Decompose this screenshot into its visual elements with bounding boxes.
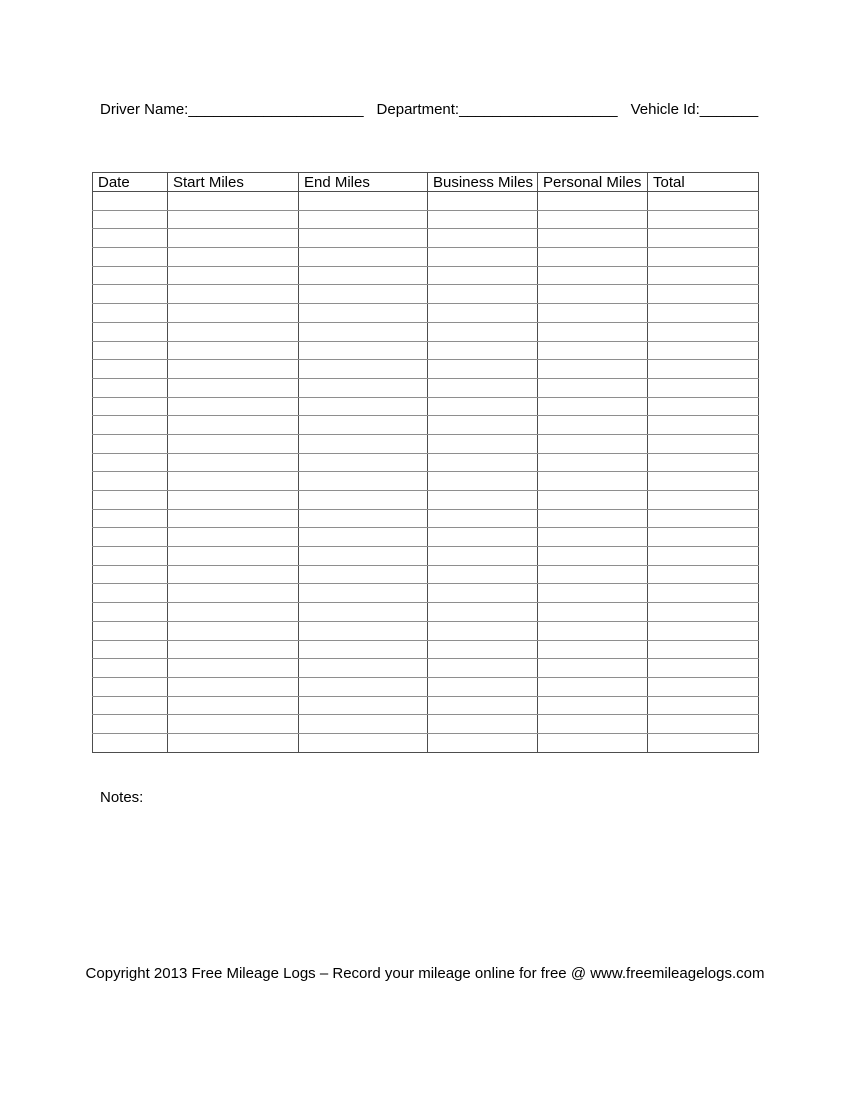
empty-cell: [299, 360, 428, 379]
table-row: [93, 733, 759, 752]
empty-cell: [299, 397, 428, 416]
empty-cell: [93, 210, 168, 229]
empty-cell: [168, 434, 299, 453]
empty-cell: [538, 547, 648, 566]
empty-cell: [538, 378, 648, 397]
empty-cell: [538, 322, 648, 341]
empty-cell: [168, 229, 299, 248]
empty-cell: [648, 640, 759, 659]
table-row: [93, 491, 759, 510]
empty-cell: [168, 696, 299, 715]
empty-cell: [93, 509, 168, 528]
empty-cell: [428, 659, 538, 678]
empty-cell: [648, 453, 759, 472]
empty-cell: [93, 640, 168, 659]
table-row: [93, 584, 759, 603]
empty-cell: [93, 472, 168, 491]
empty-cell: [168, 378, 299, 397]
empty-cell: [428, 416, 538, 435]
table-row: [93, 640, 759, 659]
empty-cell: [428, 621, 538, 640]
empty-cell: [168, 584, 299, 603]
empty-cell: [428, 285, 538, 304]
empty-cell: [168, 565, 299, 584]
table-row: [93, 378, 759, 397]
empty-cell: [168, 472, 299, 491]
empty-cell: [299, 416, 428, 435]
empty-cell: [299, 210, 428, 229]
empty-cell: [93, 304, 168, 323]
empty-cell: [93, 416, 168, 435]
table-row: [93, 509, 759, 528]
table-row: [93, 472, 759, 491]
empty-cell: [168, 715, 299, 734]
empty-cell: [648, 397, 759, 416]
empty-cell: [168, 733, 299, 752]
empty-cell: [428, 322, 538, 341]
table-row: [93, 341, 759, 360]
empty-cell: [648, 584, 759, 603]
table-row: [93, 621, 759, 640]
empty-cell: [648, 210, 759, 229]
empty-cell: [299, 565, 428, 584]
empty-cell: [299, 341, 428, 360]
empty-cell: [538, 733, 648, 752]
empty-cell: [168, 677, 299, 696]
empty-cell: [168, 509, 299, 528]
empty-cell: [93, 192, 168, 211]
empty-cell: [299, 248, 428, 267]
empty-cell: [93, 229, 168, 248]
empty-cell: [168, 640, 299, 659]
empty-cell: [93, 248, 168, 267]
empty-cell: [648, 360, 759, 379]
empty-cell: [648, 659, 759, 678]
empty-cell: [538, 640, 648, 659]
empty-cell: [538, 715, 648, 734]
table-row: [93, 696, 759, 715]
empty-cell: [648, 416, 759, 435]
empty-cell: [428, 229, 538, 248]
table-row: [93, 229, 759, 248]
driver-name-field: Driver Name:_____________________: [100, 101, 364, 118]
empty-cell: [299, 603, 428, 622]
empty-cell: [428, 547, 538, 566]
empty-cell: [93, 621, 168, 640]
empty-cell: [168, 603, 299, 622]
empty-cell: [93, 565, 168, 584]
empty-cell: [299, 715, 428, 734]
empty-cell: [538, 248, 648, 267]
table-row: [93, 210, 759, 229]
empty-cell: [168, 453, 299, 472]
empty-cell: [93, 733, 168, 752]
table-row: [93, 659, 759, 678]
empty-cell: [168, 397, 299, 416]
table-row: [93, 322, 759, 341]
empty-cell: [93, 360, 168, 379]
empty-cell: [93, 491, 168, 510]
empty-cell: [93, 266, 168, 285]
empty-cell: [299, 733, 428, 752]
table-row: [93, 416, 759, 435]
empty-cell: [428, 584, 538, 603]
column-header: Total: [648, 173, 759, 192]
empty-cell: [93, 547, 168, 566]
empty-cell: [428, 192, 538, 211]
empty-cell: [648, 304, 759, 323]
empty-cell: [299, 696, 428, 715]
empty-cell: [428, 341, 538, 360]
empty-cell: [428, 434, 538, 453]
empty-cell: [648, 733, 759, 752]
empty-cell: [648, 322, 759, 341]
empty-cell: [428, 677, 538, 696]
empty-cell: [538, 528, 648, 547]
empty-cell: [168, 547, 299, 566]
empty-cell: [538, 621, 648, 640]
column-header: Start Miles: [168, 173, 299, 192]
empty-cell: [538, 509, 648, 528]
table-row: [93, 565, 759, 584]
empty-cell: [648, 248, 759, 267]
empty-cell: [299, 659, 428, 678]
empty-cell: [648, 378, 759, 397]
column-header: Date: [93, 173, 168, 192]
empty-cell: [168, 360, 299, 379]
empty-cell: [428, 640, 538, 659]
empty-cell: [428, 378, 538, 397]
empty-cell: [168, 528, 299, 547]
column-header: Personal Miles: [538, 173, 648, 192]
empty-cell: [538, 434, 648, 453]
empty-cell: [168, 621, 299, 640]
empty-cell: [168, 248, 299, 267]
empty-cell: [538, 416, 648, 435]
empty-cell: [428, 528, 538, 547]
empty-cell: [428, 360, 538, 379]
empty-cell: [299, 491, 428, 510]
form-header-line: [100, 101, 758, 118]
table-body: [93, 192, 759, 753]
empty-cell: [93, 434, 168, 453]
empty-cell: [299, 528, 428, 547]
empty-cell: [93, 659, 168, 678]
empty-cell: [93, 285, 168, 304]
empty-cell: [538, 584, 648, 603]
empty-cell: [168, 322, 299, 341]
table-row: [93, 360, 759, 379]
empty-cell: [299, 621, 428, 640]
empty-cell: [648, 696, 759, 715]
empty-cell: [299, 640, 428, 659]
empty-cell: [428, 509, 538, 528]
empty-cell: [168, 304, 299, 323]
empty-cell: [648, 491, 759, 510]
empty-cell: [428, 603, 538, 622]
empty-cell: [648, 603, 759, 622]
table-row: [93, 528, 759, 547]
empty-cell: [538, 360, 648, 379]
empty-cell: [299, 547, 428, 566]
empty-cell: [648, 677, 759, 696]
empty-cell: [538, 677, 648, 696]
empty-cell: [428, 266, 538, 285]
empty-cell: [168, 491, 299, 510]
empty-cell: [648, 341, 759, 360]
empty-cell: [538, 397, 648, 416]
empty-cell: [299, 229, 428, 248]
empty-cell: [93, 341, 168, 360]
table-row: [93, 547, 759, 566]
empty-cell: [299, 434, 428, 453]
column-header: End Miles: [299, 173, 428, 192]
table-row: [93, 397, 759, 416]
empty-cell: [428, 491, 538, 510]
empty-cell: [168, 192, 299, 211]
table-row: [93, 266, 759, 285]
empty-cell: [428, 453, 538, 472]
empty-cell: [648, 434, 759, 453]
empty-cell: [648, 266, 759, 285]
empty-cell: [168, 341, 299, 360]
empty-cell: [299, 266, 428, 285]
empty-cell: [538, 696, 648, 715]
table-row: [93, 248, 759, 267]
footer-text: Copyright 2013 Free Mileage Logs – Record your mileage online for free @ www.freemileagelogs.com: [85, 965, 765, 982]
empty-cell: [428, 210, 538, 229]
empty-cell: [93, 378, 168, 397]
empty-cell: [538, 210, 648, 229]
empty-cell: [648, 715, 759, 734]
empty-cell: [299, 378, 428, 397]
empty-cell: [93, 677, 168, 696]
empty-cell: [648, 621, 759, 640]
empty-cell: [428, 715, 538, 734]
empty-cell: [428, 565, 538, 584]
empty-cell: [299, 192, 428, 211]
mileage-table: [92, 172, 759, 753]
table-row: [93, 715, 759, 734]
empty-cell: [299, 472, 428, 491]
table-row: [93, 285, 759, 304]
empty-cell: [538, 565, 648, 584]
empty-cell: [538, 304, 648, 323]
notes-label: Notes:: [100, 789, 144, 806]
empty-cell: [538, 341, 648, 360]
empty-cell: [538, 192, 648, 211]
empty-cell: [538, 659, 648, 678]
department-field: Department:___________________: [376, 101, 618, 118]
empty-cell: [428, 696, 538, 715]
empty-cell: [428, 397, 538, 416]
empty-cell: [299, 677, 428, 696]
empty-cell: [299, 509, 428, 528]
table-row: [93, 677, 759, 696]
empty-cell: [299, 304, 428, 323]
empty-cell: [168, 285, 299, 304]
empty-cell: [168, 659, 299, 678]
empty-cell: [538, 453, 648, 472]
empty-cell: [648, 565, 759, 584]
empty-cell: [299, 453, 428, 472]
empty-cell: [428, 733, 538, 752]
table-row: [93, 434, 759, 453]
empty-cell: [93, 322, 168, 341]
empty-cell: [648, 528, 759, 547]
empty-cell: [648, 472, 759, 491]
empty-cell: [428, 304, 538, 323]
empty-cell: [648, 285, 759, 304]
empty-cell: [538, 491, 648, 510]
empty-cell: [299, 322, 428, 341]
empty-cell: [648, 509, 759, 528]
column-header: Business Miles: [428, 173, 538, 192]
empty-cell: [168, 266, 299, 285]
empty-cell: [648, 192, 759, 211]
empty-cell: [538, 285, 648, 304]
empty-cell: [538, 472, 648, 491]
empty-cell: [538, 229, 648, 248]
empty-cell: [93, 715, 168, 734]
table-row: [93, 453, 759, 472]
empty-cell: [428, 472, 538, 491]
empty-cell: [168, 210, 299, 229]
empty-cell: [299, 285, 428, 304]
empty-cell: [648, 229, 759, 248]
empty-cell: [93, 603, 168, 622]
table-row: [93, 304, 759, 323]
empty-cell: [428, 248, 538, 267]
empty-cell: [93, 453, 168, 472]
table-row: [93, 192, 759, 211]
empty-cell: [538, 603, 648, 622]
empty-cell: [168, 416, 299, 435]
table-row: [93, 603, 759, 622]
empty-cell: [93, 397, 168, 416]
empty-cell: [93, 696, 168, 715]
empty-cell: [538, 266, 648, 285]
empty-cell: [93, 584, 168, 603]
empty-cell: [93, 528, 168, 547]
vehicle-id-field: Vehicle Id:_______: [630, 101, 759, 118]
empty-cell: [648, 547, 759, 566]
empty-cell: [299, 584, 428, 603]
table-header-row: [93, 173, 759, 192]
